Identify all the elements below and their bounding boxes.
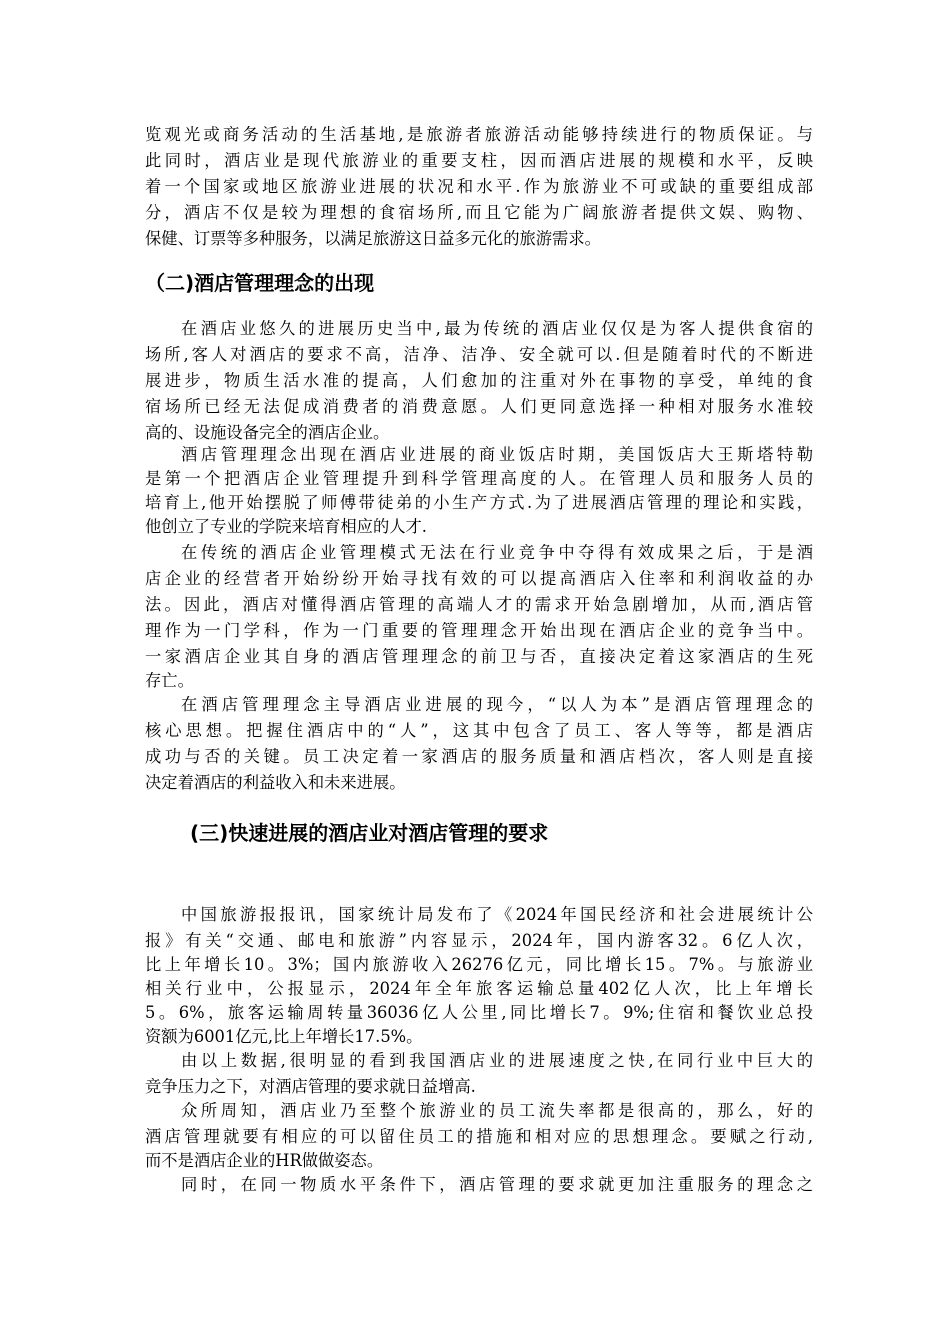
body-text-line: 一家酒店企业其自身的酒店管理理念的前卫与否，直接决定着这家酒店的生死 <box>145 647 813 666</box>
body-text-line: 览观光或商务活动的生活基地,是旅游者旅游活动能够持续进行的物质保证。与 <box>145 125 813 144</box>
body-text-line: 而不是酒店企业的HR做做姿态。 <box>145 1151 384 1170</box>
body-text-line: 分，酒店不仅是较为理想的食宿场所,而且它能为广阔旅游者提供文娱、购物、 <box>145 203 813 222</box>
body-text-line: 保健、订票等多种服务，以满足旅游这日益多元化的旅游需求。 <box>145 229 601 248</box>
body-text-line: 众所周知，酒店业乃至整个旅游业的员工流失率都是很高的，那么，好的 <box>181 1101 813 1120</box>
body-text-line: 在传统的酒店企业管理模式无法在行业竞争中夺得有效成果之后，于是酒 <box>181 543 813 562</box>
body-text-line: 店企业的经营者开始纷纷开始寻找有效的可以提高酒店入住率和利润收益的办 <box>145 569 813 588</box>
body-text-line: 决定着酒店的利益收入和未来进展。 <box>145 773 406 792</box>
body-text-line: 比上年增长10。3%；国内旅游收入26276亿元，同比增长15。7%。与旅游业 <box>145 955 813 974</box>
body-text-line: 培育上,他开始摆脱了师傅带徒弟的小生产方式.为了进展酒店管理的理论和实践， <box>145 493 813 512</box>
body-text-line: 着一个国家或地区旅游业进展的状况和水平.作为旅游业不可或缺的重要组成部 <box>145 177 813 196</box>
body-text-line: 在酒店管理理念主导酒店业进展的现今，“以人为本”是酒店管理理念的 <box>181 695 813 714</box>
body-text-line: 核心思想。把握住酒店中的“人”，这其中包含了员工、客人等等，都是酒店 <box>145 721 813 740</box>
body-text-line: 是第一个把酒店企业管理提升到科学管理高度的人。在管理人员和服务人员的 <box>145 469 813 488</box>
body-text-line: 竞争压力之下，对酒店管理的要求就日益增高. <box>145 1077 476 1096</box>
section-heading: （二)酒店管理理念的出现 <box>145 271 375 295</box>
body-text-line: 宿场所已经无法促成消费者的消费意愿。人们更同意选择一种相对服务水准较 <box>145 397 813 416</box>
body-text-line: 相关行业中，公报显示，2024年全年旅客运输总量402亿人次，比上年增长 <box>145 979 813 998</box>
body-text-line: 存亡。 <box>145 671 194 690</box>
body-text-line: 酒店管理就要有相应的可以留住员工的措施和相对应的思想理念。要赋之行动, <box>145 1127 813 1146</box>
body-text-line: 报》有关“交通、邮电和旅游”内容显示，2024年，国内游客32。6亿人次， <box>145 931 813 950</box>
body-text-line: 理作为一门学科，作为一门重要的管理理念开始出现在酒店企业的竞争当中。 <box>145 621 813 640</box>
body-text-line: 此同时，酒店业是现代旅游业的重要支柱，因而酒店进展的规模和水平，反映 <box>145 151 813 170</box>
body-text-line: 法。因此，酒店对懂得酒店管理的高端人才的需求开始急剧增加，从而,酒店管 <box>145 595 813 614</box>
body-text-line: 5。6%，旅客运输周转量36036亿人公里,同比增长7。9%;住宿和餐饮业总投 <box>145 1003 813 1022</box>
body-text-line: 成功与否的关键。员工决定着一家酒店的服务质量和酒店档次，客人则是直接 <box>145 747 813 766</box>
body-text-line: 资额为6001亿元,比上年增长17.5%。 <box>145 1027 423 1046</box>
body-text-line: 在酒店业悠久的进展历史当中,最为传统的酒店业仅仅是为客人提供食宿的 <box>181 319 813 338</box>
body-text-line: 展进步，物质生活水准的提高，人们愈加的注重对外在事物的享受，单纯的食 <box>145 371 813 390</box>
section-heading: (三)快速进展的酒店业对酒店管理的要求 <box>190 821 549 845</box>
body-text-line: 由以上数据,很明显的看到我国酒店业的进展速度之快,在同行业中巨大的 <box>181 1051 813 1070</box>
body-text-line: 场所,客人对酒店的要求不高，洁净、洁净、安全就可以.但是随着时代的不断进 <box>145 345 813 364</box>
body-text-line: 高的、设施设备完全的酒店企业。 <box>145 423 390 442</box>
body-text-line: 他创立了专业的学院来培育相应的人才. <box>145 517 427 536</box>
body-text-line: 同时，在同一物质水平条件下，酒店管理的要求就更加注重服务的理念之 <box>181 1175 813 1194</box>
body-text-line: 酒店管理理念出现在酒店业进展的商业饭店时期，美国饭店大王斯塔特勒 <box>181 445 813 464</box>
body-text-line: 中国旅游报报讯，国家统计局发布了《2024年国民经济和社会进展统计公 <box>181 905 813 924</box>
